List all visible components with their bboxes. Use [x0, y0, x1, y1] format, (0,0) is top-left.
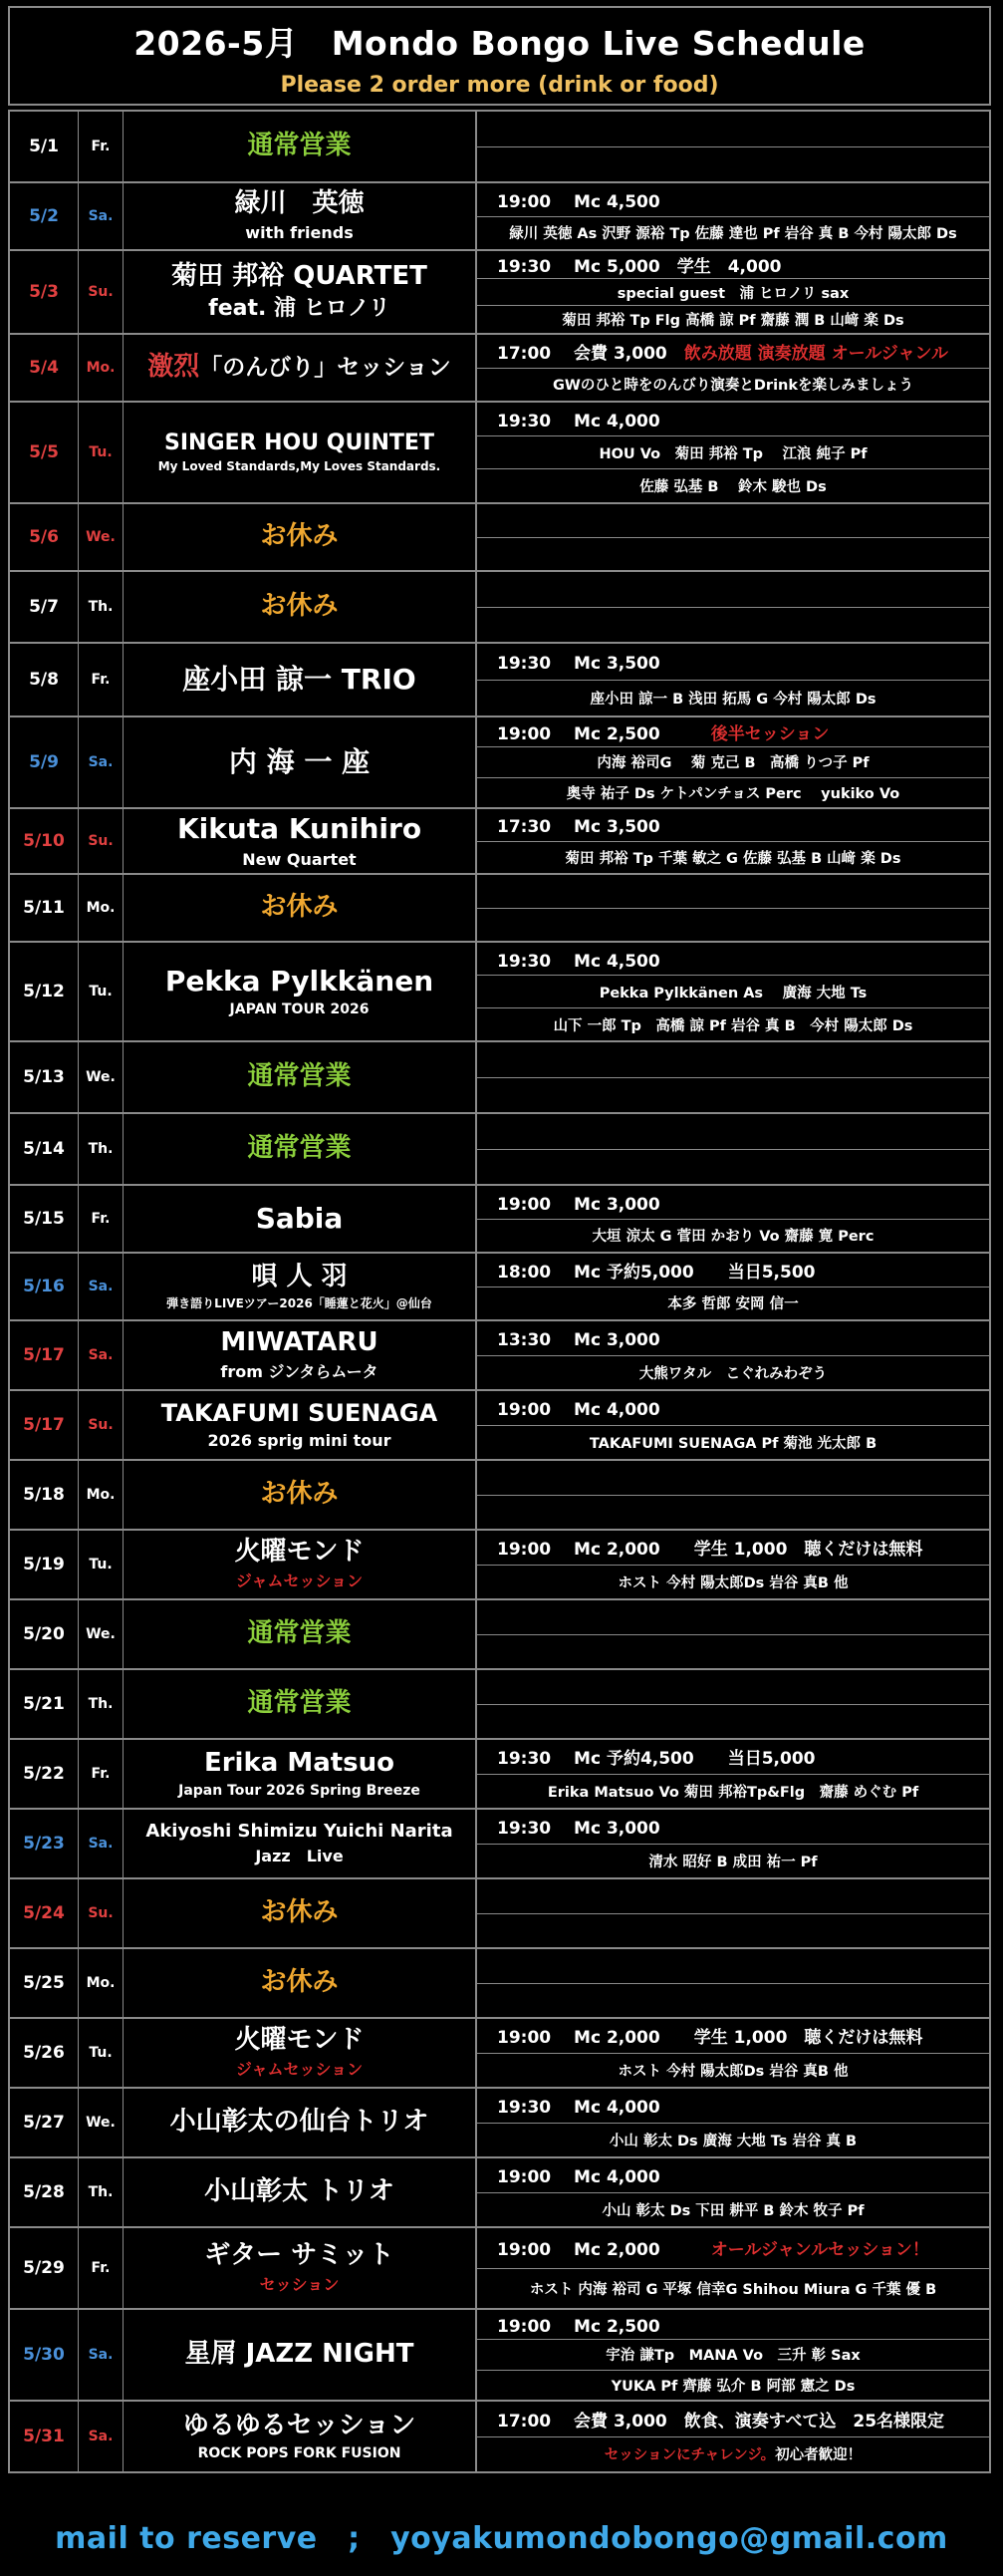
date-cell: 5/20	[10, 1600, 79, 1668]
performers-line: 小山 彰太 Ds 下田 耕平 B 鈴木 牧子 Pf	[477, 2192, 989, 2227]
event-title: ギター サミット	[204, 2240, 394, 2271]
event-title: お休み	[260, 892, 339, 923]
info-cell	[477, 1461, 989, 1529]
time-price-line: 19:00 Mc 4,500	[497, 191, 660, 212]
schedule-row	[10, 2308, 989, 2400]
info-cell	[477, 1949, 989, 2017]
event-cell	[124, 1042, 477, 1112]
weekday-cell: Sa.	[79, 717, 124, 807]
date-cell: 5/14	[10, 1114, 79, 1184]
weekday-cell: Sa.	[79, 2310, 124, 2400]
info-cell	[477, 2228, 989, 2308]
performers-line: ホスト 今村 陽太郎Ds 岩谷 真B 他	[477, 2053, 989, 2088]
performers-line: 大熊ワタル こぐれみわぞう	[477, 1355, 989, 1390]
event-cell	[124, 1186, 477, 1252]
event-subtitle: セッション	[259, 2275, 340, 2295]
date-cell: 5/6	[10, 504, 79, 570]
event-subtitle: JAPAN TOUR 2026	[229, 1001, 370, 1017]
performers-line	[477, 2436, 989, 2472]
info-cell	[477, 251, 989, 333]
performers-line: 座小田 諒一 B 浅田 拓馬 G 今村 陽太郎 Ds	[477, 680, 989, 716]
date-cell: 5/8	[10, 644, 79, 716]
schedule-row	[10, 1319, 989, 1389]
weekday-cell: Fr.	[79, 2228, 124, 2308]
performers-line	[477, 1077, 989, 1113]
time-price-line: 19:00 Mc 4,000	[497, 2167, 660, 2188]
schedule-row	[10, 2226, 989, 2308]
event-cell	[124, 335, 477, 401]
performers-line: 緑川 英徳 As 沢野 源裕 Tp 佐藤 達也 Pf 岩谷 真 B 今村 陽太郎 Ds	[477, 216, 989, 250]
time-price-line	[477, 1949, 989, 1983]
info-cell	[477, 1186, 989, 1252]
schedule-row	[10, 1252, 989, 1319]
schedule-row	[10, 1529, 989, 1598]
date-cell: 5/30	[10, 2310, 79, 2400]
event-title: Pekka Pylkkänen	[164, 964, 434, 998]
time-price-line: 19:30 Mc 4,000	[497, 2098, 660, 2119]
weekday-cell: Th.	[79, 1670, 124, 1738]
weekday-cell: Mo.	[79, 1461, 124, 1529]
event-title: TAKAFUMI SUENAGA	[160, 1398, 438, 1427]
event-subtitle: Japan Tour 2026 Spring Breeze	[178, 1782, 420, 1799]
weekday-cell: Tu.	[79, 2019, 124, 2087]
performers-line	[477, 1634, 989, 1669]
weekday-cell: Su.	[79, 251, 124, 333]
schedule-row	[10, 2087, 989, 2156]
time-price-line: 19:00 Mc 2,000 学生 1,000 聴くだけは無料	[497, 2028, 923, 2049]
date-cell: 5/17	[10, 1321, 79, 1389]
weekday-cell: Sa.	[79, 1254, 124, 1319]
performers-line: YUKA Pf 齊藤 弘介 B 阿部 憲之 Ds	[477, 2370, 989, 2400]
event-cell	[124, 251, 477, 333]
weekday-cell: Fr.	[79, 112, 124, 181]
event-cell	[124, 504, 477, 570]
schedule-row	[10, 249, 989, 333]
performers-line	[477, 908, 989, 942]
info-cell	[477, 1810, 989, 1877]
event-subtitle: ジャムセッション	[235, 1572, 364, 1591]
time-price-line	[477, 112, 989, 146]
time-price-line: 17:30 Mc 3,500	[497, 817, 660, 838]
performers-line: 宇治 謙Tp MANA Vo 三升 彰 Sax	[477, 2339, 989, 2369]
event-cell	[124, 403, 477, 502]
event-subtitle: Jazz Live	[255, 1846, 344, 1865]
performers-line	[477, 1495, 989, 1530]
event-cell	[124, 1254, 477, 1319]
time-price-line	[477, 875, 989, 908]
time-price-line: 19:00 Mc 4,000	[497, 1400, 660, 1421]
date-cell: 5/3	[10, 251, 79, 333]
date-cell: 5/1	[10, 112, 79, 181]
info-cell	[477, 2158, 989, 2226]
event-title: 緑川 英徳	[234, 188, 365, 219]
event-title: お休み	[260, 1897, 339, 1928]
time-price-line: 19:30 Mc 3,000	[497, 1819, 660, 1840]
date-cell: 5/27	[10, 2089, 79, 2156]
performers-line: 佐藤 弘基 B 鈴木 駿也 Ds	[477, 468, 989, 502]
event-subtitle: feat. 浦 ヒロノリ	[208, 295, 390, 321]
info-cell	[477, 183, 989, 249]
time-price-line	[477, 1600, 989, 1634]
reserve-label: mail to reserve ;	[55, 2521, 391, 2556]
time-price-line	[477, 2228, 989, 2268]
event-cell	[124, 943, 477, 1040]
performers-line: Erika Matsuo Vo 菊田 邦裕Tp&Flg 齋藤 めぐむ Pf	[477, 1774, 989, 1809]
event-title: 星屑 JAZZ NIGHT	[184, 2339, 414, 2370]
event-cell	[124, 1114, 477, 1184]
performers-line: 内海 裕司G 菊 克己 B 高橋 りつ子 Pf	[477, 746, 989, 776]
performers-line: ホスト 今村 陽太郎Ds 岩谷 真B 他	[477, 1565, 989, 1599]
info-cell	[477, 112, 989, 181]
schedule-row	[10, 1459, 989, 1529]
event-subtitle: from ジンタらムータ	[220, 1362, 378, 1382]
performers-line: 山下 一郎 Tp 高橋 諒 Pf 岩谷 真 B 今村 陽太郎 Ds	[477, 1007, 989, 1040]
info-cell	[477, 1391, 989, 1459]
weekday-cell: Fr.	[79, 644, 124, 716]
schedule-row	[10, 941, 989, 1040]
time-price-line	[477, 717, 989, 746]
date-cell: 5/28	[10, 2158, 79, 2226]
info-cell	[477, 504, 989, 570]
schedule-row	[10, 2400, 989, 2471]
event-cell	[124, 1461, 477, 1529]
schedule-row	[10, 1808, 989, 1877]
event-title: Sabia	[255, 1201, 344, 1235]
event-cell	[124, 1391, 477, 1459]
info-cell	[477, 1321, 989, 1389]
date-cell: 5/23	[10, 1810, 79, 1877]
event-title: ゆるゆるセッション	[182, 2410, 416, 2440]
info-cell	[477, 809, 989, 873]
highlight-text: 飲み放題 演奏放題 オールジャンル	[683, 343, 949, 364]
schedule-row	[10, 502, 989, 570]
info-cell	[477, 2089, 989, 2156]
event-cell	[124, 2402, 477, 2471]
time-price-line	[477, 1114, 989, 1149]
weekday-cell: Tu.	[79, 1531, 124, 1598]
info-cell	[477, 875, 989, 941]
event-subtitle: 2026 sprig mini tour	[207, 1431, 391, 1451]
date-cell: 5/22	[10, 1740, 79, 1808]
event-title: Kikuta Kunihiro	[176, 812, 422, 846]
time-price-text: 19:00 Mc 2,500	[497, 724, 711, 745]
performers-line: TAKAFUMI SUENAGA Pf 菊池 光太郎 B	[477, 1425, 989, 1460]
event-title: お休み	[260, 1479, 339, 1510]
event-cell	[124, 2019, 477, 2087]
time-price-line: 19:00 Mc 2,000 学生 1,000 聴くだけは無料	[497, 1540, 923, 1561]
info-cell	[477, 1042, 989, 1112]
event-subtitle: with friends	[245, 223, 354, 243]
performers-line: Pekka Pylkkänen As 廣海 大地 Ts	[477, 975, 989, 1007]
info-cell	[477, 1254, 989, 1319]
performers-line: 菊田 邦裕 Tp 千葉 敏之 G 佐藤 弘基 B 山﨑 楽 Ds	[477, 841, 989, 874]
time-price-line	[477, 1461, 989, 1495]
time-price-text: 17:00 会費 3,000	[497, 343, 684, 364]
schedule-row	[10, 333, 989, 401]
info-cell	[477, 1740, 989, 1808]
time-price-line: 19:30 Mc 5,000 学生 4,000	[497, 256, 782, 277]
time-price-line	[477, 1042, 989, 1077]
time-price-line: 19:00 Mc 2,500	[497, 2317, 660, 2338]
event-title: 菊田 邦裕 QUARTET	[171, 260, 427, 291]
weekday-cell: Th.	[79, 2158, 124, 2226]
performers-line	[477, 1913, 989, 1948]
weekday-cell: Tu.	[79, 943, 124, 1040]
event-cell	[124, 1740, 477, 1808]
weekday-cell: Th.	[79, 572, 124, 642]
event-title: SINGER HOU QUINTET	[164, 430, 434, 456]
page-title: 2026-5月 Mondo Bongo Live Schedule	[133, 24, 866, 63]
weekday-cell: Tu.	[79, 403, 124, 502]
date-cell: 5/19	[10, 1531, 79, 1598]
date-cell: 5/4	[10, 335, 79, 401]
schedule-table	[8, 110, 991, 2473]
weekday-cell: Su.	[79, 1879, 124, 1947]
date-cell: 5/7	[10, 572, 79, 642]
event-cell	[124, 644, 477, 716]
schedule-header	[8, 6, 991, 106]
performers-line	[477, 1704, 989, 1739]
time-price-line: 17:00 会費 3,000 飲食、演奏すべて込 25名様限定	[497, 2411, 945, 2432]
info-cell	[477, 1670, 989, 1738]
info-cell	[477, 2019, 989, 2087]
note-text: 初心者歓迎！	[775, 2447, 863, 2464]
event-title: 通常営業	[247, 1133, 352, 1164]
time-price-line: 19:30 Mc 3,500	[497, 654, 660, 675]
date-cell: 5/25	[10, 1949, 79, 2017]
info-cell	[477, 335, 989, 401]
schedule-row	[10, 1738, 989, 1808]
event-title: お休み	[260, 591, 339, 622]
time-price-line: 19:30 Mc 予約4,500 当日5,000	[497, 1749, 816, 1770]
event-cell	[124, 1810, 477, 1877]
performers-line: 本多 哲郎 安岡 信一	[477, 1287, 989, 1320]
time-price-text: 19:00 Mc 2,000	[497, 2240, 711, 2261]
event-cell	[124, 875, 477, 941]
info-cell	[477, 403, 989, 502]
date-cell: 5/9	[10, 717, 79, 807]
info-cell	[477, 943, 989, 1040]
date-cell: 5/26	[10, 2019, 79, 2087]
event-title: 内 海 一 座	[228, 744, 371, 778]
event-cell	[124, 717, 477, 807]
event-title: 通常営業	[247, 131, 352, 161]
highlight-text: 後半セッション	[710, 724, 830, 745]
event-title: 通常営業	[247, 1061, 352, 1092]
weekday-cell: Th.	[79, 1114, 124, 1184]
time-price-line	[477, 1670, 989, 1704]
reservation-footer	[0, 2513, 1003, 2557]
event-title: Akiyoshi Shimizu Yuichi Narita	[145, 1821, 453, 1843]
performers-line: GWのひと時をのんびり演奏とDrinkを楽しみましょう	[477, 368, 989, 402]
date-cell: 5/18	[10, 1461, 79, 1529]
date-cell: 5/2	[10, 183, 79, 249]
info-cell	[477, 1531, 989, 1598]
date-cell: 5/17	[10, 1391, 79, 1459]
weekday-cell: Fr.	[79, 1740, 124, 1808]
event-cell	[124, 809, 477, 873]
date-cell: 5/13	[10, 1042, 79, 1112]
performers-line	[477, 146, 989, 182]
schedule-row	[10, 642, 989, 716]
event-title-prefix: 激烈	[147, 352, 200, 383]
event-subtitle: New Quartet	[242, 849, 357, 869]
event-title: 火曜モンド	[234, 2025, 365, 2056]
performers-line: 大垣 涼太 G 菅田 かおり Vo 齋藤 寛 Perc	[477, 1219, 989, 1253]
date-cell: 5/16	[10, 1254, 79, 1319]
event-cell	[124, 1949, 477, 2017]
schedule-row	[10, 2017, 989, 2087]
event-subtitle: ジャムセッション	[235, 2060, 364, 2080]
performers-line	[477, 607, 989, 643]
performers-line	[477, 537, 989, 571]
event-cell	[124, 1600, 477, 1668]
weekday-cell: Sa.	[79, 183, 124, 249]
schedule-row	[10, 1947, 989, 2017]
info-cell	[477, 1600, 989, 1668]
weekday-cell: Mo.	[79, 875, 124, 941]
weekday-cell: Sa.	[79, 1321, 124, 1389]
weekday-cell: Mo.	[79, 1949, 124, 2017]
time-price-line	[477, 335, 989, 368]
info-cell	[477, 644, 989, 716]
date-cell: 5/12	[10, 943, 79, 1040]
info-cell	[477, 2402, 989, 2471]
event-title-text: 「のんびり」セッション	[199, 355, 451, 382]
performers-line	[477, 1149, 989, 1185]
time-price-line: 19:00 Mc 3,000	[497, 1194, 660, 1215]
event-title: お休み	[260, 1967, 339, 1998]
schedule-row	[10, 1389, 989, 1459]
event-title: 火曜モンド	[234, 1537, 365, 1568]
schedule-row	[10, 570, 989, 642]
weekday-cell: We.	[79, 1042, 124, 1112]
event-title	[147, 353, 451, 383]
event-cell	[124, 2228, 477, 2308]
event-title: お休み	[260, 521, 339, 552]
weekday-cell: We.	[79, 504, 124, 570]
event-cell	[124, 572, 477, 642]
time-price-line: 18:00 Mc 予約5,000 当日5,500	[497, 1262, 816, 1283]
schedule-row	[10, 181, 989, 249]
event-title: 小山彰太の仙台トリオ	[169, 2107, 429, 2138]
weekday-cell: Su.	[79, 809, 124, 873]
schedule-row	[10, 716, 989, 807]
event-cell	[124, 183, 477, 249]
event-title: 小山彰太 トリオ	[204, 2176, 394, 2207]
date-cell: 5/11	[10, 875, 79, 941]
highlight-text: セッションにチャレンジ。	[604, 2447, 776, 2464]
event-subtitle: 弾き語りLIVEツアー2026「睡蓮と花火」@仙台	[166, 1295, 432, 1310]
weekday-cell: Sa.	[79, 1810, 124, 1877]
date-cell: 5/15	[10, 1186, 79, 1252]
event-subtitle: My Loved Standards,My Loves Standards.	[157, 459, 441, 474]
event-cell	[124, 2158, 477, 2226]
time-price-line	[477, 1879, 989, 1913]
event-cell	[124, 1879, 477, 1947]
performers-line: ホスト 内海 裕司 G 平塚 信幸G Shihou Miura G 千葉 優 B	[477, 2268, 989, 2309]
performers-line: 奥寺 祐子 Ds ケトパンチョス Perc yukiko Vo	[477, 777, 989, 807]
schedule-row	[10, 1112, 989, 1184]
weekday-cell: Fr.	[79, 1186, 124, 1252]
event-title: 唄 人 羽	[251, 1261, 348, 1291]
date-cell: 5/21	[10, 1670, 79, 1738]
time-price-line: 13:30 Mc 3,000	[497, 1330, 660, 1351]
event-subtitle: ROCK POPS FORK FUSION	[197, 2444, 401, 2461]
date-cell: 5/5	[10, 403, 79, 502]
schedule-row	[10, 1598, 989, 1668]
weekday-cell: Su.	[79, 1391, 124, 1459]
performers-line: 菊田 邦裕 Tp Flg 高橋 諒 Pf 齋藤 潤 B 山﨑 楽 Ds	[477, 305, 989, 333]
order-notice: Please 2 order more (drink or food)	[280, 73, 719, 98]
schedule-row	[10, 1877, 989, 1947]
schedule-row	[10, 873, 989, 941]
schedule-row	[10, 401, 989, 502]
event-cell	[124, 2310, 477, 2400]
date-cell: 5/10	[10, 809, 79, 873]
performers-line: 清水 昭好 B 成田 祐一 Pf	[477, 1844, 989, 1878]
weekday-cell: We.	[79, 1600, 124, 1668]
weekday-cell: We.	[79, 2089, 124, 2156]
reserve-email-link[interactable]: yoyakumondobongo@gmail.com	[390, 2521, 948, 2556]
schedule-row	[10, 110, 989, 181]
schedule-row	[10, 1040, 989, 1112]
performers-line: HOU Vo 菊田 邦裕 Tp 江浪 純子 Pf	[477, 435, 989, 469]
performers-line: special guest 浦 ヒロノリ sax	[477, 278, 989, 306]
info-cell	[477, 572, 989, 642]
event-title: 座小田 諒一 TRIO	[182, 662, 416, 696]
date-cell: 5/29	[10, 2228, 79, 2308]
event-title: MIWATARU	[220, 1327, 378, 1358]
time-price-line: 19:30 Mc 4,500	[497, 951, 660, 972]
event-title: Erika Matsuo	[203, 1747, 395, 1778]
event-cell	[124, 2089, 477, 2156]
performers-line: 小山 彰太 Ds 廣海 大地 Ts 岩谷 真 B	[477, 2123, 989, 2157]
info-cell	[477, 2310, 989, 2400]
event-cell	[124, 1670, 477, 1738]
event-title: 通常営業	[247, 1618, 352, 1649]
event-cell	[124, 112, 477, 181]
performers-line	[477, 1983, 989, 2018]
time-price-line: 19:30 Mc 4,000	[497, 411, 660, 431]
time-price-line	[477, 504, 989, 537]
event-title: 通常営業	[247, 1688, 352, 1719]
date-cell: 5/31	[10, 2402, 79, 2471]
weekday-cell: Sa.	[79, 2402, 124, 2471]
info-cell	[477, 1114, 989, 1184]
schedule-row	[10, 1184, 989, 1252]
event-cell	[124, 1531, 477, 1598]
highlight-text: オールジャンルセッション！	[710, 2240, 929, 2261]
schedule-row	[10, 807, 989, 873]
weekday-cell: Mo.	[79, 335, 124, 401]
schedule-row	[10, 1668, 989, 1738]
info-cell	[477, 717, 989, 807]
event-cell	[124, 1321, 477, 1389]
info-cell	[477, 1879, 989, 1947]
time-price-line	[477, 572, 989, 607]
schedule-row	[10, 2156, 989, 2226]
date-cell: 5/24	[10, 1879, 79, 1947]
